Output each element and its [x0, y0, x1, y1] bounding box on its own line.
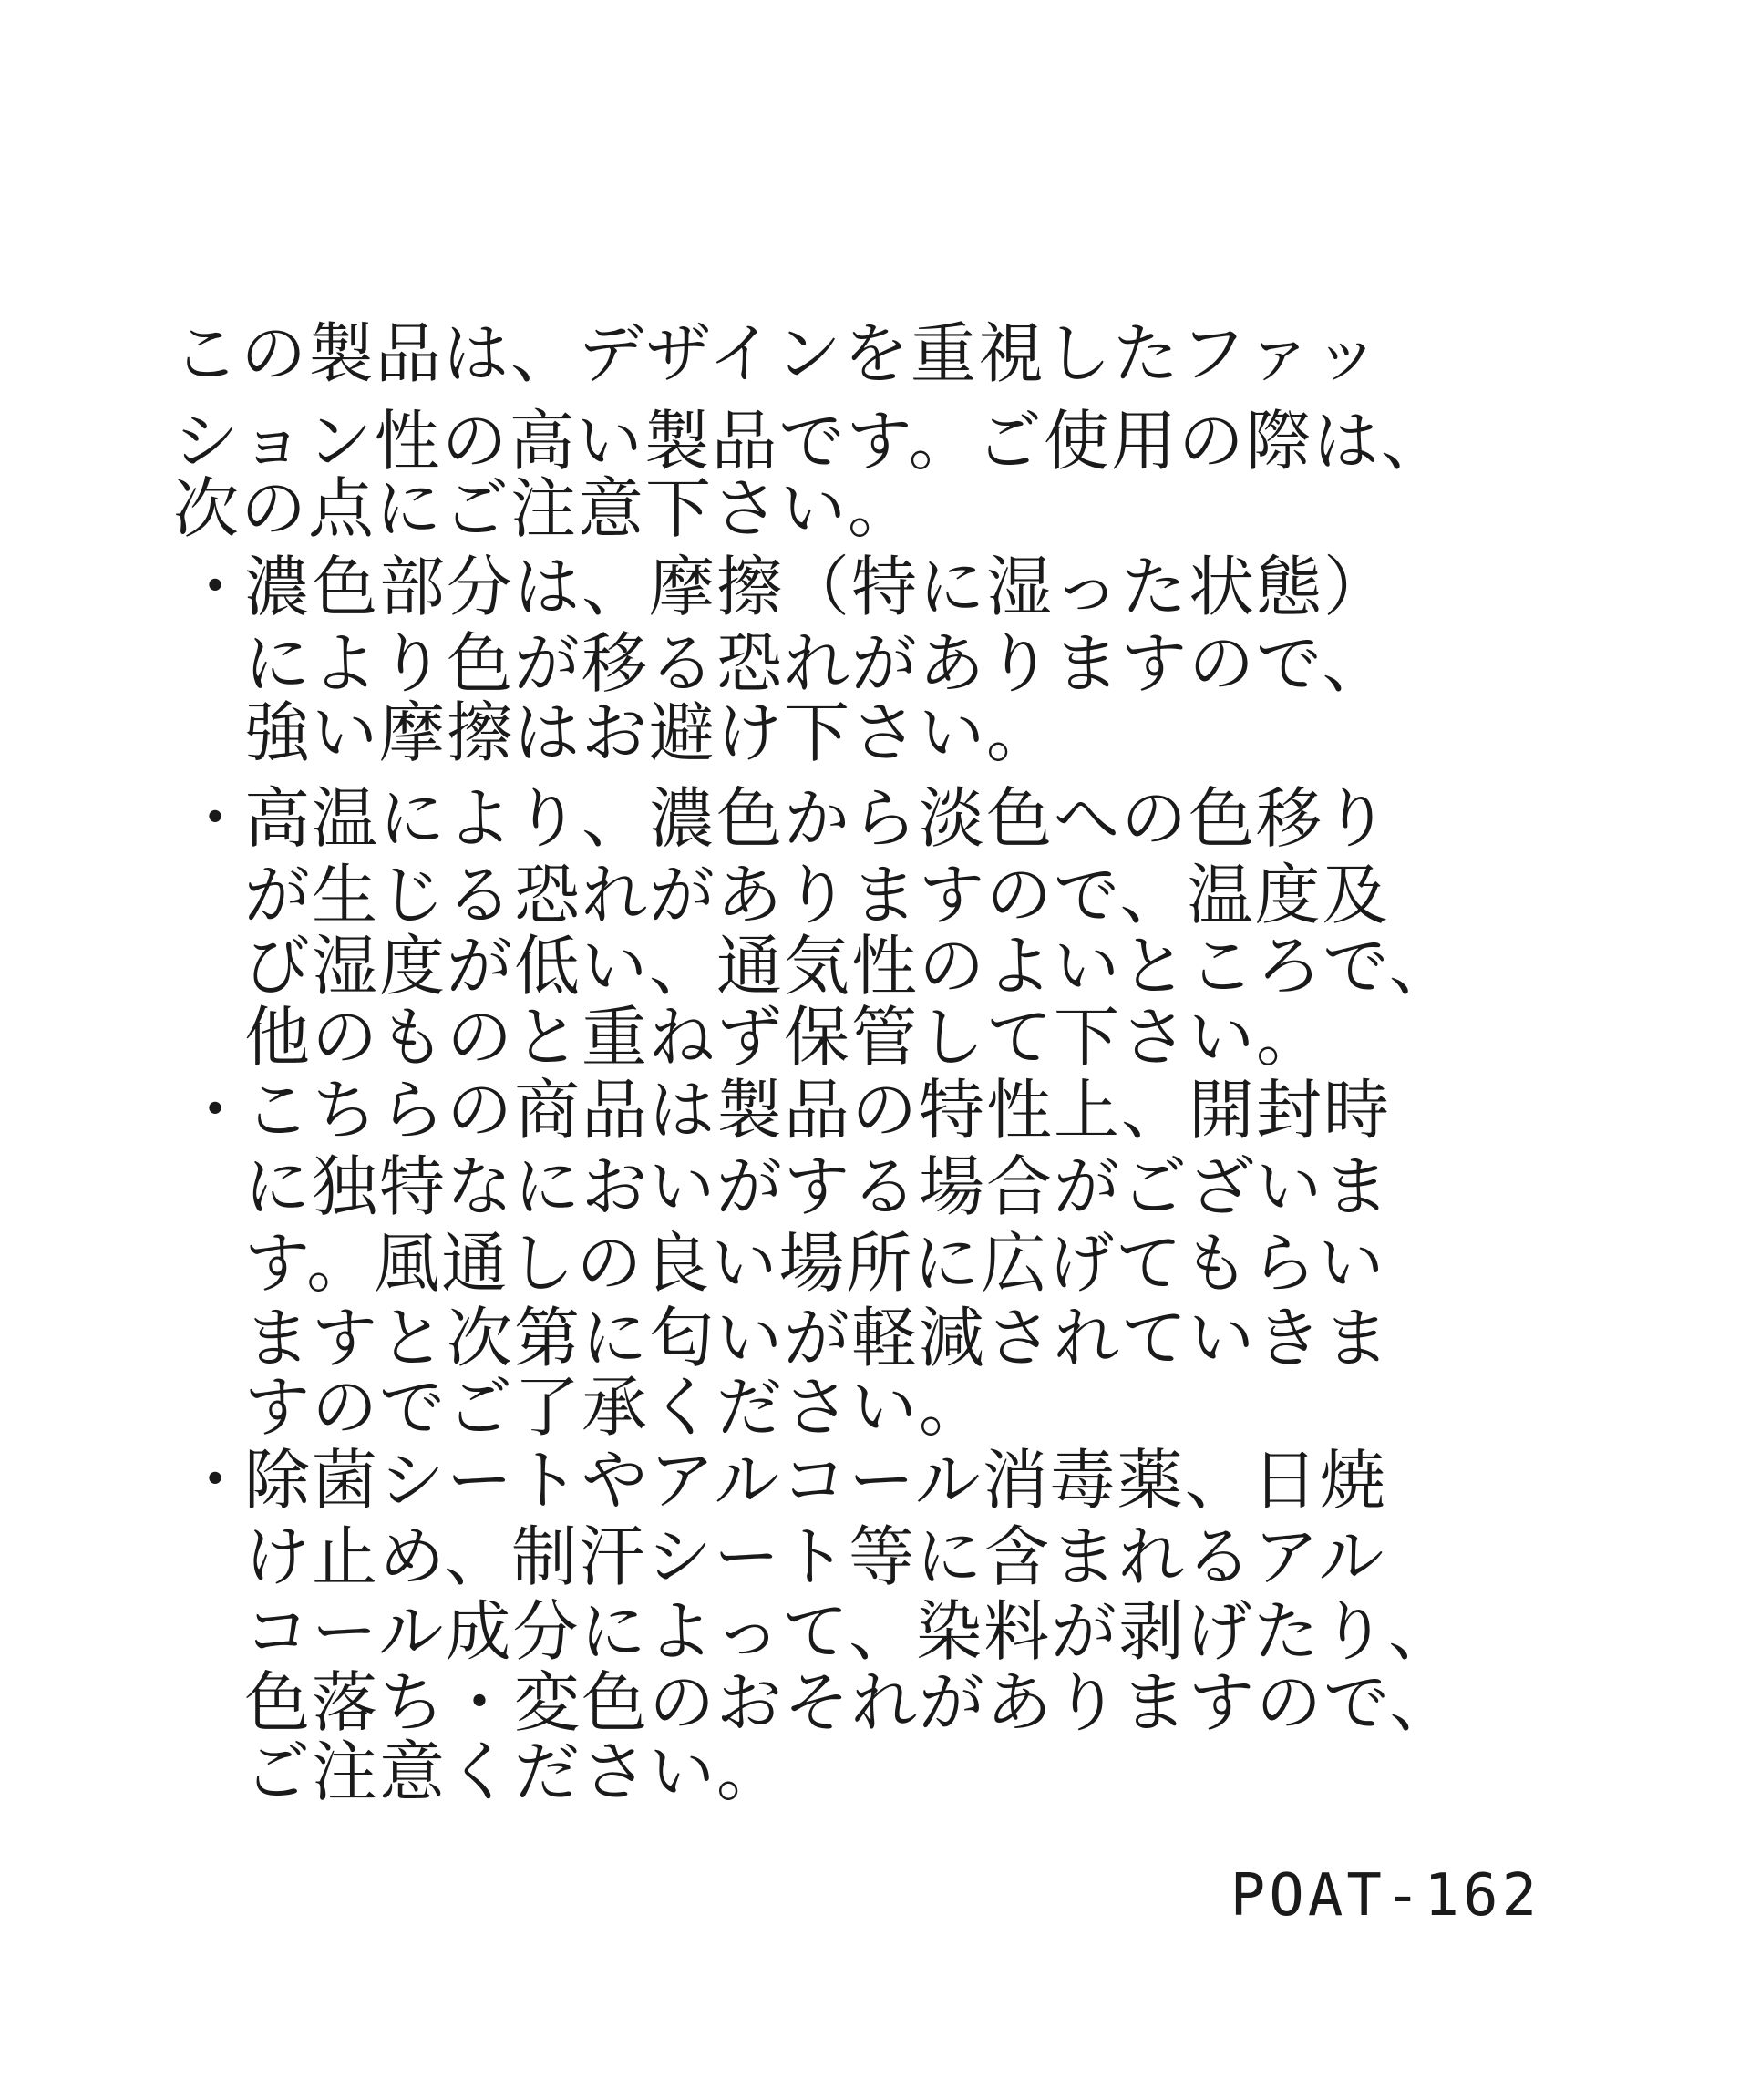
note-3-line-3: す。風通しの良い場所に広げてもらい: [244, 1225, 1386, 1302]
note-1-line-3: 強い摩擦はお避け下さい。: [244, 695, 1055, 771]
note-3-bullet: ・: [182, 1072, 249, 1148]
note-4-bullet: ・: [182, 1442, 249, 1518]
note-2-line-1: 高温により、濃色から淡色への色移り: [244, 780, 1392, 857]
note-3-line-5: すのでご了承ください。: [244, 1369, 987, 1446]
product-code: POAT-162: [1230, 1862, 1540, 1930]
note-2-bullet: ・: [182, 780, 249, 857]
note-2-line-2: が生じる恐れがありますので、温度及: [244, 857, 1390, 933]
note-1-line-1: 濃色部分は、摩擦（特に湿った状態）: [244, 549, 1392, 625]
note-1-line-2: により色が移る恐れがありますので、: [244, 625, 1390, 702]
note-4-line-4: 色落ち・変色のおそれがありますので、: [244, 1664, 1457, 1741]
intro-line-2: ション性の高い製品です。ご使用の際は、: [173, 403, 1448, 479]
note-1-bullet: ・: [182, 549, 249, 625]
note-2-line-3: び湿度が低い、通気性のよいところで、: [244, 928, 1457, 1004]
note-2-line-4: 他のものと重ねず保管して下さい。: [244, 999, 1324, 1076]
note-3-line-2: に独特なにおいがする場合がございま: [244, 1148, 1392, 1225]
note-4-line-5: ご注意ください。: [244, 1734, 785, 1810]
note-4-line-3: コール成分によって、染料が剥げたり、: [244, 1593, 1457, 1670]
note-3-line-1: こちらの商品は製品の特性上、開封時: [244, 1072, 1392, 1148]
note-4-line-2: け止め、制汗シート等に含まれるアル: [244, 1518, 1386, 1595]
intro-line-3: 次の点にご注意下さい。: [173, 470, 916, 547]
note-3-line-4: ますと次第に匂いが軽減されていきま: [244, 1300, 1392, 1376]
intro-line-1: この製品は、デザインを重視したファッ: [173, 315, 1382, 392]
note-4-line-1: 除菌シートやアルコール消毒薬、日焼: [244, 1442, 1387, 1518]
